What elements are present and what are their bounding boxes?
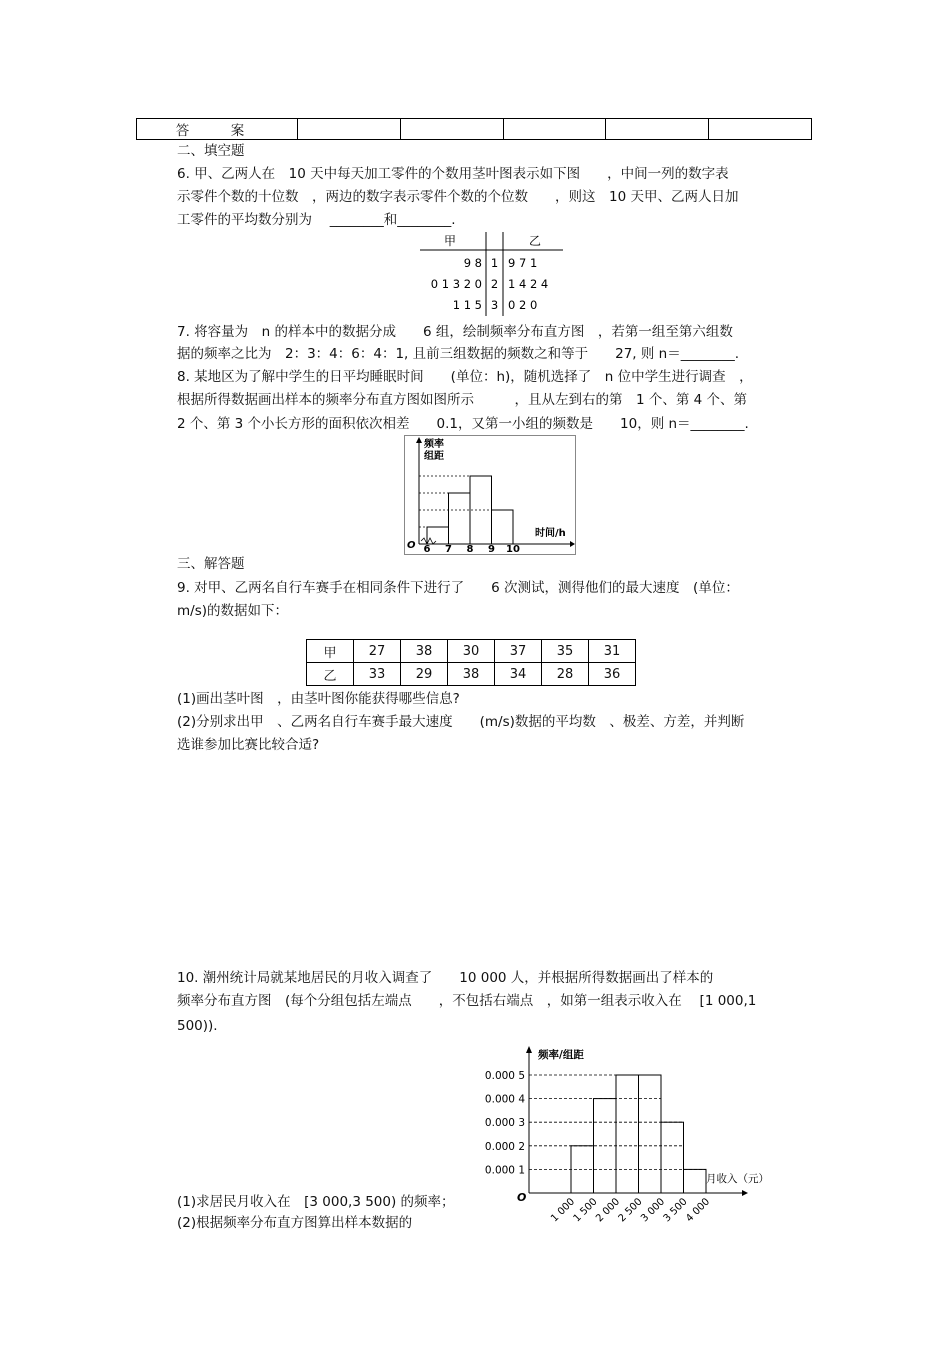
- speed-cell: 36: [589, 663, 636, 686]
- sleep-histogram: [404, 435, 576, 555]
- q8-line-2: 根据所得数据画出样本的频率分布直方图如图所示 ，且从左到右的第 1 个、第 4 个、第: [177, 392, 748, 408]
- q8-line-1: 8. 某地区为了解中学生的日平均睡眠时间 (单位：h)，随机选择了 n 位中学生进行调查 ，: [177, 369, 753, 385]
- answer-cell-3[interactable]: [503, 119, 606, 140]
- chart10-ytick-label: 0.000 3: [484, 1117, 525, 1130]
- q10-line-1: 10. 潮州统计局就某地居民的月收入调查了 10 000 人，并根据所得数据画出了样本的: [177, 970, 714, 986]
- stem-leaf-stem-row-3: 3: [490, 298, 499, 312]
- speed-cell: 28: [542, 663, 589, 686]
- chart10-ylabel: 频率/组距: [538, 1049, 584, 1061]
- chart10-bar: [639, 1075, 662, 1193]
- chart8-tick-label: 10: [506, 544, 520, 555]
- chart8-ylabel-2: 组距: [424, 451, 444, 462]
- chart10-bar: [616, 1075, 639, 1193]
- q9-line-1: 9. 对甲、乙两名自行车赛手在相同条件下进行了 6 次测试，测得他们的最大速度 (单位：: [177, 580, 739, 596]
- q10-sub-1: (1)求居民月收入在 [3 000,3 500) 的频率；: [177, 1194, 455, 1210]
- chart8-bar: [449, 493, 471, 544]
- chart10-xtick-label: 3 000: [639, 1196, 668, 1225]
- chart10-xtick-label: 2 500: [616, 1196, 645, 1225]
- speed-cell: 38: [401, 640, 448, 663]
- q8-line-3: 2 个、第 3 个小长方形的面积依次相差 0.1，又第一小组的频数是 10，则 n＝________.: [177, 416, 749, 432]
- chart8-tick-label: 8: [466, 544, 474, 555]
- answer-table: [136, 118, 812, 140]
- q6-line-3: 工零件的平均数分别为 ________和________.: [177, 212, 456, 228]
- speed-cell: 29: [401, 663, 448, 686]
- chart8-tick-label: 6: [423, 544, 431, 555]
- chart10-xtick-label: 1 000: [549, 1196, 578, 1225]
- section-fill-title: 二、填空题: [177, 143, 245, 159]
- chart10-ytick-label: 0.000 5: [484, 1070, 525, 1082]
- stem-leaf-left-row-3: 1 1 5: [452, 298, 482, 312]
- chart10-ytick-label: 0.000 4: [484, 1093, 525, 1106]
- chart8-origin: O: [407, 540, 416, 551]
- chart8-tick-label: 9: [488, 544, 495, 555]
- chart10-bar: [661, 1122, 684, 1193]
- chart10-ytick-label: 0.000 2: [484, 1140, 525, 1153]
- q7-line-2: 据的频率之比为 2：3：4：6：4：1, 且前三组数据的频数之和等于 27, 则 n＝________.: [177, 346, 740, 362]
- q10-sub-2: (2)根据频率分布直方图算出样本数据的: [177, 1215, 413, 1231]
- answer-cell-4[interactable]: [606, 119, 709, 140]
- chart8-bar: [492, 510, 514, 544]
- speed-table: [306, 639, 636, 686]
- speed-cell: 31: [589, 640, 636, 663]
- q7-line-1: 7. 将容量为 n 的样本中的数据分成 6 组，绘制频率分布直方图 ，若第一组至第六组数: [177, 324, 733, 340]
- q9-sub-2-line-2: 选谁参加比赛比较合适?: [177, 737, 320, 753]
- chart10-xlabel: 月收入（元）: [706, 1173, 769, 1185]
- speed-cell: 34: [495, 663, 542, 686]
- speed-row-label: 乙: [307, 663, 354, 686]
- chart10-xtick-label: 4 000: [684, 1196, 713, 1225]
- stem-leaf-diagram: [415, 230, 565, 318]
- chart10-xtick-label: 2 000: [594, 1196, 623, 1225]
- answer-cell-2[interactable]: [400, 119, 503, 140]
- q10-line-3: 500)).: [177, 1018, 218, 1034]
- stem-leaf-stem-row-1: 1: [490, 256, 499, 270]
- stem-leaf-left-row-2: 0 1 3 2 0: [430, 277, 482, 291]
- answer-label: 答 案: [137, 119, 298, 140]
- speed-cell: 38: [448, 663, 495, 686]
- chart10-ytick-label: 0.000 1: [484, 1164, 525, 1177]
- speed-cell: 33: [354, 663, 401, 686]
- stem-leaf-right-header: 乙: [528, 234, 542, 248]
- speed-row-jia: [307, 640, 636, 663]
- chart10-xtick-label: 3 500: [661, 1196, 690, 1225]
- answer-cell-5[interactable]: [709, 119, 812, 140]
- speed-cell: 27: [354, 640, 401, 663]
- chart8-ylabel-1: 频率: [424, 439, 444, 450]
- chart10-bar: [684, 1169, 707, 1193]
- chart8-tick-label: 7: [445, 544, 452, 555]
- speed-cell: 37: [495, 640, 542, 663]
- speed-cell: 35: [542, 640, 589, 663]
- answer-cell-1[interactable]: [298, 119, 401, 140]
- speed-cell: 30: [448, 640, 495, 663]
- stem-leaf-right-row-3: 0 2 0: [508, 298, 538, 312]
- chart8-bar: [427, 527, 449, 544]
- speed-row-yi: [307, 663, 636, 686]
- chart10-xtick-label: 1 500: [571, 1196, 600, 1225]
- q9-line-2: m/s)的数据如下：: [177, 603, 288, 619]
- q6-line-2: 示零件个数的十位数 ，两边的数字表示零件个数的个位数 ，则这 10 天甲、乙两人日加: [177, 189, 739, 205]
- chart10-origin: O: [517, 1191, 527, 1204]
- income-histogram: [484, 1040, 784, 1230]
- q6-line-1: 6. 甲、乙两人在 10 天中每天加工零件的个数用茎叶图表示如下图 ，中间一列的数字表: [177, 166, 729, 182]
- chart8-xlabel: 时间/h: [535, 528, 566, 539]
- q9-sub-1: (1)画出茎叶图 ，由茎叶图你能获得哪些信息?: [177, 691, 460, 707]
- stem-leaf-right-row-2: 1 4 2 4: [508, 277, 549, 291]
- stem-leaf-left-row-1: 9 8: [463, 256, 482, 270]
- stem-leaf-stem-row-2: 2: [490, 277, 499, 291]
- speed-row-label: 甲: [307, 640, 354, 663]
- stem-leaf-left-header: 甲: [443, 234, 457, 248]
- q10-line-2: 频率分布直方图 (每个分组包括左端点 ，不包括右端点 ，如第一组表示收入在 [1 000,1: [177, 993, 757, 1009]
- section-solve-title: 三、解答题: [177, 556, 245, 572]
- stem-leaf-right-row-1: 9 7 1: [508, 256, 538, 270]
- q9-sub-2-line-1: (2)分别求出甲 、乙两名自行车赛手最大速度 (m/s)数据的平均数 、极差、方差，并判断: [177, 714, 745, 730]
